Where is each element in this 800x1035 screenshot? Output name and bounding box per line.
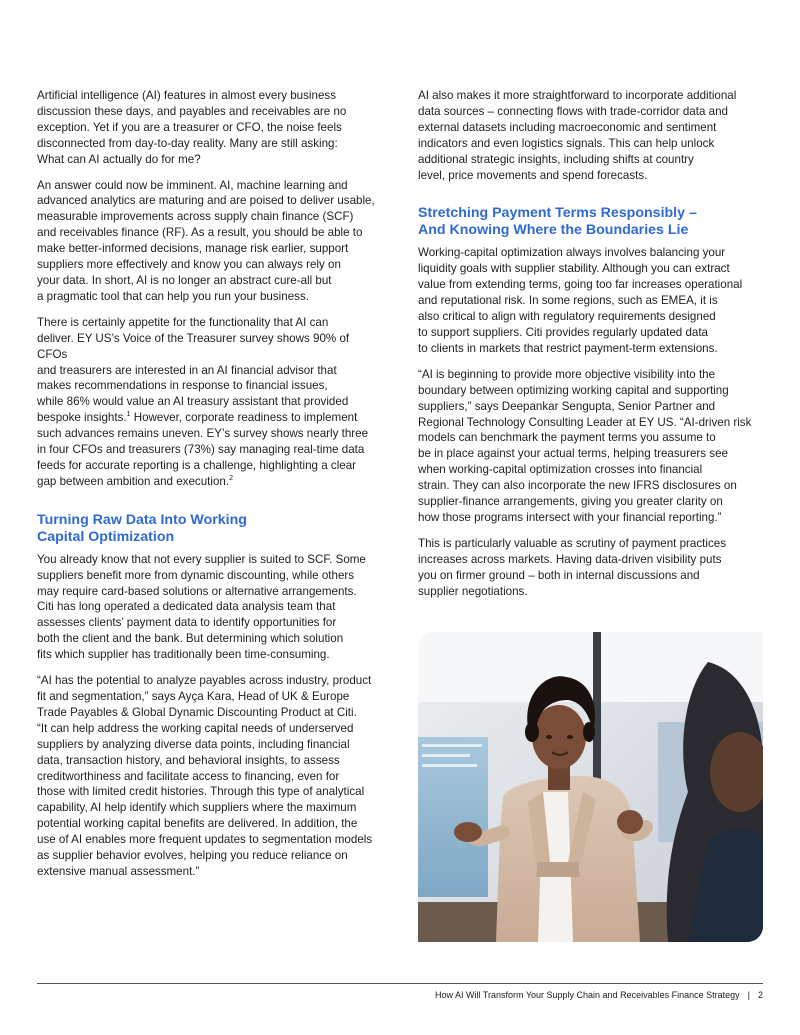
working-capital-paragraph: Working-capital optimization always involves balancing your liquidity goals with supplier stability. Although you can extract value from extending terms, going too far increases operational and reputational risk. In some regions, such as EMEA, it is also critical to align with regulatory requirements designed to support suppliers. Citi provides regularly updated data to clients in markets that restrict payment-term extensions.	[418, 246, 743, 355]
footer-divider	[37, 983, 763, 984]
appetite-text-part2: However, corporate readiness to implement such advances remains uneven. EY’s survey shows nearly three in four CFOs and treasurers (73%) say managing real-time data feeds for accurate reporting is a challenge, highlighting a clear gap between ambition and execution.	[37, 411, 369, 488]
intro-paragraph: Artificial intelligence (AI) features in almost every business discussion these days, and payables and receivables are no exception. Yet if you are a treasurer or CFO, the noise feels disconnected from day-to-day reality. Many are still asking: What can AI actually do for me?	[37, 89, 347, 166]
right-column	[418, 88, 763, 609]
footer-document-title: How AI Will Transform Your Supply Chain and Receivables Finance Strategy	[434, 990, 740, 1000]
section-heading-payment-terms: Stretching Payment Terms Responsibly – And Knowing Where the Boundaries Lie	[418, 205, 697, 239]
answer-paragraph: An answer could now be imminent. AI, machine learning and advanced analytics are maturing and are poised to deliver usable, measurable improvements across supply chain finance (SCF) and receivables finance (RF). As a result, you should be able to make better-informed decisions, manage risk earlier, support suppliers more effectively and know you can always rely on your data. In short, AI is no longer an abstract cure-all but a pragmatic tool that can help you run your business.	[37, 178, 375, 303]
page-footer	[435, 990, 763, 1000]
page-number: 2	[757, 990, 763, 1000]
sengupta-quote-paragraph: “AI is beginning to provide more objective visibility into the boundary between optimizing working capital and supporting suppliers,” says Deepankar Sengupta, Senior Partner and Regional Technology Consulting Leader at EY US. “AI-driven risk models can benchmark the payment terms you assume to be in place against your actual terms, helping treasurers see when working-capital optimization crosses into financial strain. They can also incorporate the new IFRS disclosures on supplier-finance arrangements, giving you greater clarity on how those programs intersect with your financial reporting.”	[418, 367, 752, 524]
data-sources-paragraph: AI also makes it more straightforward to incorporate additional data sources – connecting flows with trade-corridor data and external datasets including macroeconomic and sentiment indicators and even logistics signals. This can help unlock additional strategic insights, including shifts at country level, price movements and spend forecasts.	[418, 89, 737, 182]
left-column	[37, 88, 382, 890]
footnote-ref-2: 2	[229, 474, 233, 482]
scf-suitability-paragraph: You already know that not every supplier is suited to SCF. Some suppliers benefit more from dynamic discounting, while others may require card-based solutions or alternative arrangements. Citi has long operated a dedicated data analysis team that assesses clients’ payment data to identify opportunities for both the client and the bank. But determining which solution fits which supplier has traditionally been time-consuming.	[37, 552, 366, 662]
presenter-photo	[418, 632, 763, 942]
section-heading-raw-data: Turning Raw Data Into Working Capital Optimization	[37, 511, 247, 545]
kara-quote-paragraph: “AI has the potential to analyze payables across industry, product fit and segmentation,” says Ayça Kara, Head of UK & Europe Trade Payables & Global Dynamic Discounting Product at Citi. “It can help address the working capital needs of underserved suppliers by analyzing diverse data points, including financial data, transaction history, and behavioral insights, to assess creditworthiness and facilitate access to financing, even for those with limited credit histories. Through this type of analytical capability, AI help identify which suppliers where the maximum potential working capital benefits are delivered. In addition, the use of AI enables more frequent updates to segmentation models as supplier behavior evolves, helping you reduce reliance on extensive manual assessment.”	[37, 674, 373, 878]
scrutiny-paragraph: This is particularly valuable as scrutiny of payment practices increases across markets. Having data-driven visibility puts you on firmer ground – both in internal discussions and supplier negotiations.	[418, 536, 727, 598]
footer-separator: |	[747, 990, 750, 1000]
appetite-text-part1: There is certainly appetite for the functionality that AI can deliver. EY US’s Voice of the Treasurer survey shows 90% of CFOs and treasurers are interested in an AI financial advisor that makes recommendations in response to financial issues, while 86% would value an AI treasury assistant that provided bespoke insights.	[37, 315, 350, 425]
appetite-paragraph	[37, 315, 382, 490]
footnote-ref-1: 1	[126, 411, 131, 419]
